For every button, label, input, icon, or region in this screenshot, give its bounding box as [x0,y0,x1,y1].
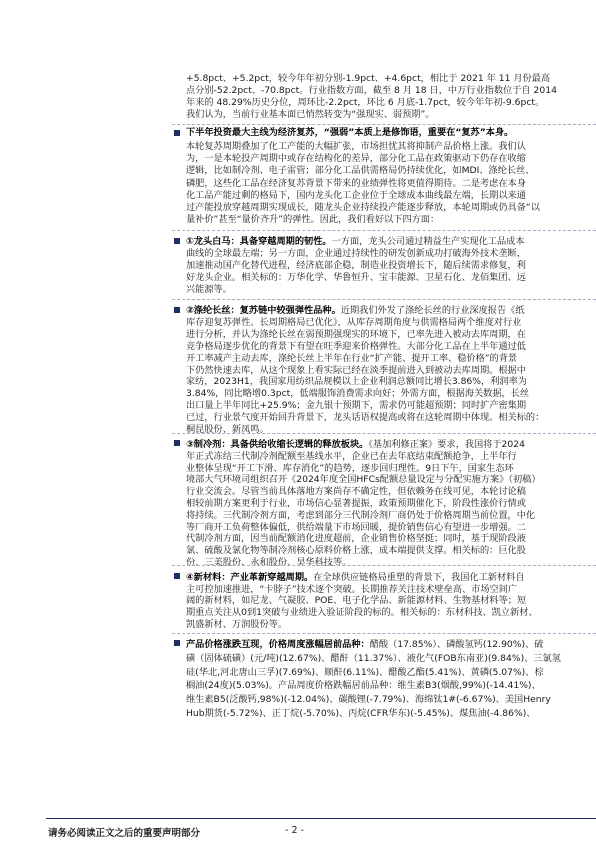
text-line: 阔的新材料，如尼龙、气凝胶、POE、电子化学品、新能源材料、生物基材料等；短 [186,595,527,607]
text-line: 好龙头企业。相关标的：万华化学、华鲁恒升、宝丰能源、卫星石化、龙佰集团、远 [186,272,526,283]
text-line: 维生素B5(泛酸钙,98%)(-12.04%)、碳酸锂(-7.79%)、海绵钛1#(-6.67%)、美国Henry [186,694,551,706]
text-line: 点分别-52.2pct、-70.8pct。行业指数方面，截至 8 月 18 日，中万行业指数位于自 2014 [186,85,557,96]
text-line: 榈油(24度)(5.03%)。产品周度价格跌幅居前品种：维生素B3(烟酸,99%)(-14.41%)、 [186,680,541,692]
square-bullet-icon [174,130,180,136]
text-line: 等厂商开工负荷整体偏低，供给端量下市场回暖，提价销售信心有望进一步增强。二 [186,521,526,533]
square-bullet-icon [174,640,180,646]
text-line: ②涤纶长丝：复苏链中较强弹性品种。近期我们外发了涤纶长丝的行业深度报告《纸 [186,305,525,316]
text-line: 年来的 48.29%历史分位，周环比-2.2pct，环比 6 月底-1.7pct，较今年年初-9.6pct。 [186,97,545,108]
text-line: 氯、硫酸及氯化物等制冷剂核心原料价格上涨，成本端提供支撑。相关标的：巨化股 [186,545,526,557]
text-line: 3.84%，同比略增0.3pct，低端服饰消费需求向好；外需方面，根据海关数据，长丝 [186,388,530,400]
text-line: 过产能投放穿越周期实现成长，随龙头企业持续投产能逐步释放，本轮周期或仍具备“以 [186,202,540,213]
text-line: 为，一是本轮投产周期中或存在结构化的差异，部分化工品在政策驱动下仍存在收缩 [186,153,526,165]
text-line: 磷肥，这些化工品在经济复苏背景下带来的业绩弹性将更值得期待。二是考虑在本身 [186,177,526,189]
section-divider [172,565,596,566]
text-line: 开工率减产主动去库，涤纶长丝上半年在行业“扩产能、提开工率、稳价格”的背景 [186,352,518,364]
text-line: 桐昆股份、新凤鸣。 [186,424,269,435]
text-line: 年正式冻结三代制冷剂配额至基线水平，企业已在去年底结束配额抢争，上半年行 [186,450,517,462]
text-line: 磺（固体硫磺）(元/吨)(12.67%)、醋酐（11.37%）、液化气(FOB东南亚)(9.84%)、三氯氢 [186,652,561,664]
text-line: 我们认为，当前行业基本面已悄然转变为“强现实、弱预期”。 [186,109,435,120]
text-line: 进行分析，并认为涤纶长丝在弱预期强现实的环境下，已率先进入被动去库周期，在 [186,328,526,340]
text-line: ①龙头白马：具备穿越周期的韧性。一方面，龙头公司通过精益生产实现化工品成本 [186,236,525,247]
text-line: 出口量上半年同比+25.9%；金九银十预期下，需求仍可能超预期；同时扩产密集期 [186,400,527,412]
text-line: 竞争格局逐步优化的背景下有望在旺季迎来价格弹性。大部分化工品在上半年通过低 [186,340,526,352]
text-line: 家纺，2023H1，我国家用纺织品规模以上企业利润总额同比增长3.86%，利润率为 [186,376,527,388]
text-line: ③制冷剂：具备供给收缩长逻辑的释放板块。《基加利修正案》要求，我国将于2024 [186,439,525,450]
square-bullet-icon [174,573,180,579]
text-line: 曲线的全球最左端；另一方面，企业通过持续性的研发创新成功打破海外技术垄断， [186,248,526,259]
page-number: - 2 - [285,825,304,836]
text-line: 境部大气环境司组织召开《2024年度全国HFCs配额总量设定与分配实施方案》（初稿） [186,474,541,486]
square-bullet-icon [174,307,180,313]
text-line: 期重点关注从0到1突破与业绩进入验证阶段的标的。相关标的：东材科技、凯立新材、 [186,607,538,619]
text-line: 兴能源等。 [186,284,232,295]
footer-disclaimer: 请务必阅读正文之后的重要声明部分 [48,828,201,839]
text-line: 下仍然快速去库，从这个现象上看实际已经在淡季提前进入到被动去库周期。根据中 [186,364,526,376]
text-line: ④新材料：产业革新穿越周期。在全球供应链格局重塑的背景下，我国化工新材料自 [186,572,525,583]
text-line: 化工品产能过剩的格局下，国内龙头化工企业位于全球成本曲线最左端，长期以来通 [186,189,526,201]
square-bullet-icon [174,238,180,244]
text-line: 本轮复苏周期叠加了化工产能的大幅扩张，市场担忧其将抑制产品价格上涨。我们认 [186,141,526,152]
text-line: 代制冷剂方面，因当前配额消化进度超前，企业销售价格坚挺；同时，基于现阶段液 [186,533,526,545]
section-divider [172,633,596,634]
text-line: +5.8pct、+5.2pct，较今年年初分别-1.9pct、+4.6pct，相比于 2021 年 11 月份最高 [186,73,551,84]
text-line: 相较前期方案更利于行业，市场信心显著提振，政策预期催化下，阶段性涨价行情或 [186,498,526,509]
text-line: 库存迎复苏弹性、长周期格局已优化》，从库存周期角度与供需格局两个维度对行业 [186,316,522,328]
text-line: 份、三美股份、永和股份、昊华科技等。 [186,557,352,568]
square-bullet-icon [174,440,180,446]
text-line: Hub期货(-5.72%)、正丁烷(-5.70%)、丙烷(CFR华东)(-5.45%)、煤焦油(-4.86%)、 [186,708,536,719]
text-line: 加速推动国产化替代进程，经济底部企稳，制造业投资增长下，随后续需求修复，利 [186,260,526,271]
text-line: 主可控加速推进，“卡脖子”技术逐个突破。长期推荐关注技术壁垒高、市场空间广 [186,583,518,595]
section-divider [172,299,596,300]
text-line: 产品价格涨跌互现，价格周度涨幅居前品种：醋酸（17.85%）、磷酸氢钙(12.90%)、硫 [186,639,544,650]
text-line: 量补价”甚至“量价齐升”的弹性。因此，我们看好以下四方面： [186,214,440,226]
paragraph-main-theme-lead: 下半年投资最大主线为经济复苏，“强弱”本质上是修饰语，重要在“复苏”本身。 [186,127,514,138]
text-line: 硅(华北,河北唐山三孚)(7.69%)、顺酐(6.11%)、醋酸乙酯(5.41%)、黄磷(5.07%)、棕 [186,666,544,678]
footer-rule [46,818,596,819]
text-line: 行业交流会。尽管当前具体落地方案尚存不确定性，但依赖务在线可见，本轮讨论稿 [186,486,526,498]
text-line: 凯盛新材、万润股份等。 [186,618,288,630]
text-line: 逻辑，比如制冷剂、电子雷管；部分化工品供需格局仍持续优化，如MDI、涤纶长丝、 [186,165,535,177]
section-divider [172,433,596,434]
section-divider [172,124,596,125]
text-line: 已过，行业景气度开始回升背景下，龙头话语权提高或将在这轮周期中体现。相关标的： [186,412,545,424]
text-line: 业整体呈现“开工下滑、库存消化”的趋势，逐步回归理性。9日下午，国家生态环 [186,462,514,474]
section-divider [172,230,596,231]
text-line: 将持续。三代制冷剂方面，考虑到部分三代制冷剂厂商仍处于价格周期当前位置，中化 [186,509,536,521]
